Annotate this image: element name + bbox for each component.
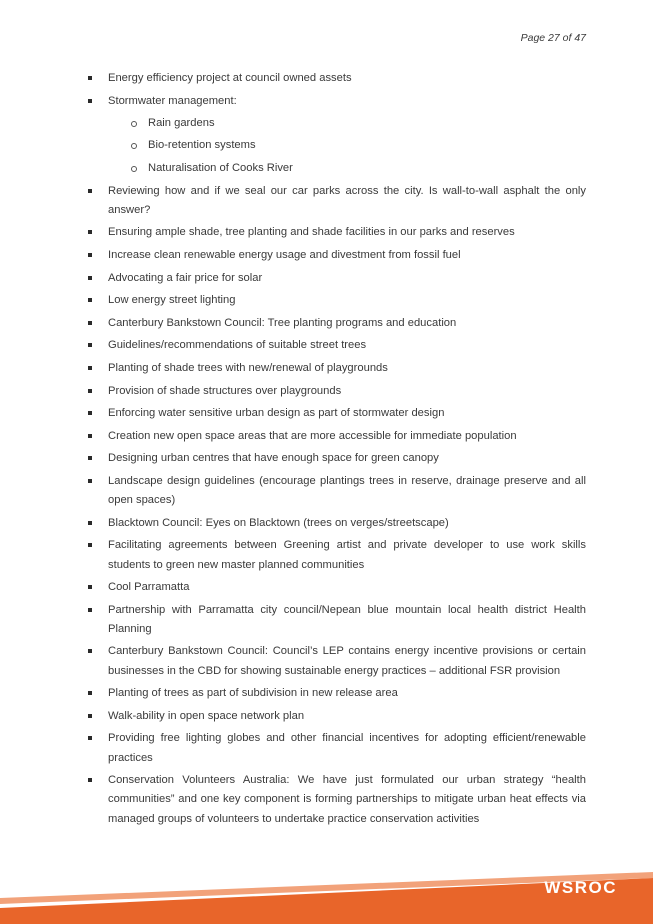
bullet-icon (88, 434, 92, 438)
list-item-text: Canterbury Bankstown Council: Council’s LEP contains energy incentive provisions or certain businesses in the CBD for showing sustainable energy practices – additional FSR provision (108, 645, 586, 677)
bullet-icon (88, 389, 92, 393)
bullet-icon (88, 521, 92, 525)
bullet-icon (88, 479, 92, 483)
list-item (88, 404, 586, 423)
bullet-icon (88, 585, 92, 589)
bullet-icon (88, 99, 92, 103)
sub-list-item (108, 136, 586, 155)
circle-bullet-icon (131, 166, 137, 172)
bullet-icon (88, 276, 92, 280)
list-item-text: Provision of shade structures over playgrounds (108, 384, 342, 397)
list-item (88, 291, 586, 310)
list-item-text: Canterbury Bankstown Council: Tree planting programs and education (108, 316, 457, 329)
list-item-text: Blacktown Council: Eyes on Blacktown (trees on verges/streetscape) (108, 516, 449, 529)
list-item-text: Planting of trees as part of subdivision in new release area (108, 687, 398, 700)
list-item (88, 449, 586, 468)
list-item (88, 472, 586, 510)
list-item (88, 771, 586, 829)
list-item-text: Energy efficiency project at council owned assets (108, 72, 352, 84)
list-item (88, 182, 586, 220)
bullet-icon (88, 366, 92, 370)
list-item-text: Walk-ability in open space network plan (108, 709, 305, 722)
list-item (88, 729, 586, 767)
bullet-icon (88, 714, 92, 718)
list-item-text: Increase clean renewable energy usage and divestment from fossil fuel (108, 248, 461, 261)
circle-bullet-icon (131, 143, 137, 149)
page-number: Page 27 of 47 (520, 32, 586, 44)
bullet-icon (88, 543, 92, 547)
bullet-icon (88, 343, 92, 347)
list-item-text: Guidelines/recommendations of suitable street trees (108, 339, 367, 352)
list-item (88, 382, 586, 401)
bullet-icon (88, 608, 92, 612)
bullet-icon (88, 778, 92, 782)
list-item-text: Creation new open space areas that are more accessible for immediate population (108, 429, 517, 442)
bullet-icon (88, 230, 92, 234)
list-item-text: Ensuring ample shade, tree planting and shade facilities in our parks and reserves (108, 226, 515, 239)
bullet-icon (88, 253, 92, 257)
list-item (88, 601, 586, 639)
list-item (88, 69, 586, 88)
sub-list-item (108, 114, 586, 133)
list-item (88, 336, 586, 355)
list-item-text: Designing urban centres that have enough space for green canopy (108, 452, 439, 465)
sub-list-item-text: Rain gardens (148, 116, 215, 129)
bullet-icon (88, 456, 92, 460)
list-item (88, 92, 586, 179)
document-body (88, 69, 586, 832)
list-item-text: Providing free lighting globes and other financial incentives for adopting efficient/renewable practices (108, 732, 586, 764)
list-item (88, 359, 586, 378)
list-item-text: Cool Parramatta (108, 581, 190, 594)
list-item (88, 578, 586, 597)
bullet-icon (88, 736, 92, 740)
list-item (88, 642, 586, 680)
list-item-text: Partnership with Parramatta city council/Nepean blue mountain local health district Health Planning (108, 603, 586, 635)
bullet-icon (88, 298, 92, 302)
circle-bullet-icon (131, 121, 137, 127)
bullet-icon (88, 321, 92, 325)
list-item (88, 707, 586, 726)
list-item-text: Reviewing how and if we seal our car parks across the city. Is wall-to-wall asphalt the only answer? (108, 184, 586, 216)
bullet-icon (88, 691, 92, 695)
list-item (88, 246, 586, 265)
list-item (88, 684, 586, 703)
list-item-text: Advocating a fair price for solar (108, 271, 263, 284)
wsroc-logo: WSROC (544, 878, 617, 897)
bullet-icon (88, 649, 92, 653)
list-item-text: Facilitating agreements between Greening artist and private developer to use work skills students to green new master planned communities (108, 539, 586, 571)
bullet-icon (88, 76, 92, 80)
sub-list-item-text: Naturalisation of Cooks River (148, 161, 293, 174)
list-item (88, 536, 586, 574)
list-item-text: Conservation Volunteers Australia: We have just formulated our urban strategy “health communities” and one key component is forming partnerships to mitigate urban heat effects via managed groups of volunteers to undertake practice conservation activities (108, 774, 586, 825)
bullet-icon (88, 411, 92, 415)
list-item (88, 427, 586, 446)
sub-list (108, 114, 586, 178)
sub-list-item (108, 159, 586, 178)
list-item (88, 314, 586, 333)
list-item (88, 514, 586, 533)
list-item-text: Enforcing water sensitive urban design as part of stormwater design (108, 407, 445, 420)
list-item (88, 269, 586, 288)
list-item-text: Landscape design guidelines (encourage plantings trees in reserve, drainage preserve and all open spaces) (108, 474, 586, 507)
bullet-list (88, 69, 586, 829)
list-item (88, 223, 586, 242)
list-item-text: Planting of shade trees with new/renewal of playgrounds (108, 361, 388, 374)
list-item-text: Low energy street lighting (108, 294, 236, 307)
bullet-icon (88, 189, 92, 193)
list-item-text: Stormwater management: (108, 94, 237, 107)
sub-list-item-text: Bio-retention systems (148, 139, 256, 152)
